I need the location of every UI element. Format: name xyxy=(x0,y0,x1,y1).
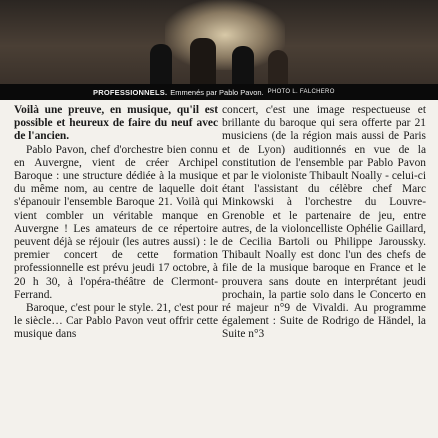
article-paragraph: Pablo Pavon, chef d'orchestre bien connu en Auvergne, vient de créer Archipel Baroque : une structure dédiée à la musique du même nom, au centre de laquelle doit s'épanouir l'ensemble Baroque 21. Voilà qui vient combler un véritable manque en Auvergne ! Les amateurs de ce répertoire peuvent déjà se réjouir (les autres aussi) : le premier concert de cette formation professionnelle est prévu jeudi 17 octobre, à 20 h 30, à l'opéra-théâtre de Clermont-Ferrand. xyxy=(14,143,218,301)
article-column-right xyxy=(222,104,426,342)
article-lead: Voilà une preuve, en musique, qu'il est possible et heureux de faire du neuf avec de l'ancien. xyxy=(14,104,218,143)
musician-silhouette xyxy=(150,44,172,84)
photo-credit: PHOTO L. FALCHERO xyxy=(267,89,335,95)
concert-photo xyxy=(0,0,438,84)
article-paragraph: Baroque, c'est pour le style. 21, c'est pour le siècle… Car Pablo Pavon veut offrir cette musique dans xyxy=(14,302,218,341)
musician-silhouette xyxy=(232,46,254,84)
stage-light xyxy=(165,0,285,70)
caption-text: Emmenés par Pablo Pavon. xyxy=(170,87,264,97)
photo-caption xyxy=(0,84,438,100)
caption-title: PROFESSIONNELS. xyxy=(93,87,168,97)
article-column-left xyxy=(14,104,218,342)
article-paragraph: concert, c'est une image respectueuse et brillante du baroque qui sera offerte par 21 musiciens (de la région mais aussi de Paris et de Lyon) auditionnés en vue de la constitution de l'ensemble par Pablo Pavon et par le violoniste Thibault Noally - celui-ci étant l'assistant du célèbre chef Marc Minkowski à l'orchestre du Louvre-Grenoble et le partenaire de jeu, entre autres, de la violoncelliste Ophélie Gaillard, de Cecilia Bartoli ou Philippe Jaroussky. Thibault Noally est donc l'un des chefs de file de la musique baroque en France et le prouvera sans doute en interprétant jeudi prochain, la partie solo dans le Concerto en ré majeur n°9 de Vivaldi. Au programme également : Suite de Rodrigo de Händel, la Suite n°3 xyxy=(222,104,426,341)
musician-silhouette xyxy=(190,38,216,84)
musician-silhouette xyxy=(268,50,288,84)
